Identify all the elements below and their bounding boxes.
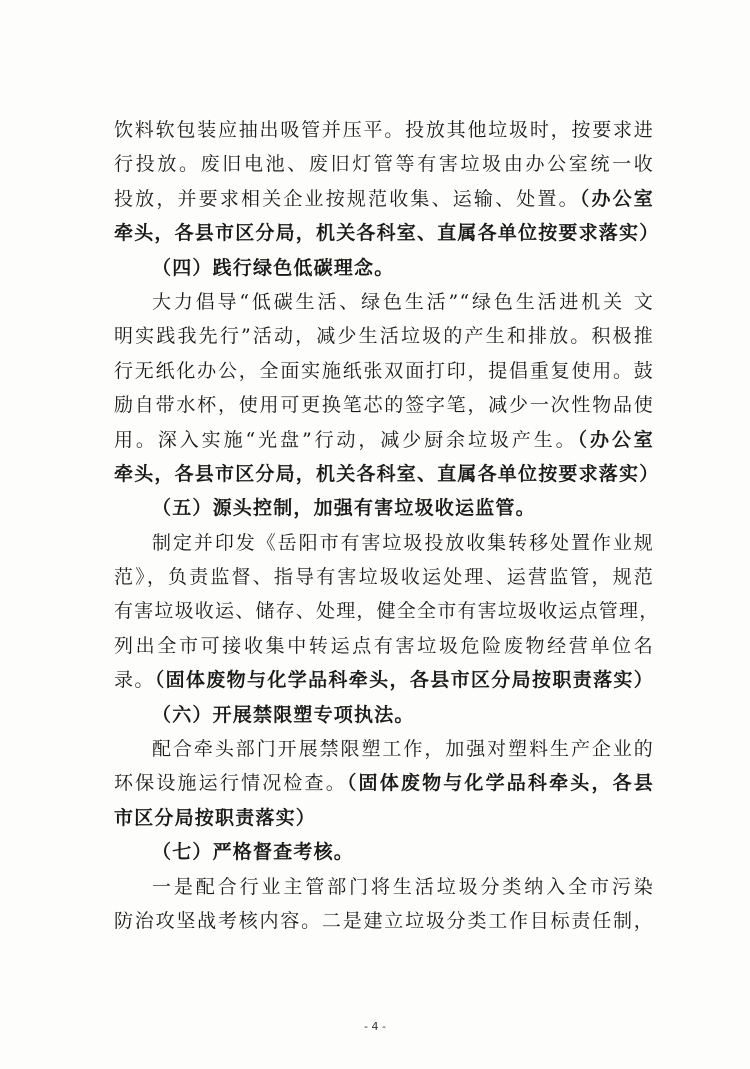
text-line: 范》，负责监督、指导有害垃圾收运处理、运营监管，规范 [114, 566, 654, 589]
text-line: （四）践行绿色低碳理念。 [152, 256, 395, 279]
responsibility-note: （办公室 [577, 428, 654, 451]
line-text: 环保设施运行情况检查。 [114, 772, 347, 795]
text-line [114, 182, 654, 216]
text-line: 配合牵头部门开展禁限塑工作，加强对塑料生产企业的 [152, 738, 654, 761]
document-body [114, 113, 660, 938]
text-line: 防治攻坚战考核内容。二是建立垃圾分类工作目标责任制， [114, 909, 654, 932]
text-line: 市区分局按职责落实） [114, 806, 317, 829]
text-line [114, 766, 654, 800]
text-line: 列出全市可接收集中转运点有害垃圾危险废物经营单位名 [114, 634, 654, 657]
responsibility-note: （固体废物与化学品科牵头，各县市区分局按职责落实） [154, 669, 654, 692]
text-line: （五）源头控制，加强有害垃圾收运监管。 [152, 497, 536, 520]
text-line [114, 663, 654, 697]
text-line: （七）严格督查考核。 [152, 841, 355, 864]
text-line: 行投放。废旧电池、废旧灯管等有害垃圾由办公室统一收 [114, 153, 654, 176]
line-text: 用。深入实施“光盘”行动，减少厨余垃圾产生。 [114, 428, 578, 451]
line-text: 录。 [114, 669, 155, 692]
text-line: 有害垃圾收运、储存、处理，健全全市有害垃圾收运点管理， [114, 600, 660, 623]
line-text: 投放，并要求相关企业按规范收集、运输、处置。 [114, 187, 580, 210]
text-line: 大力倡导“低碳生活、绿色生活”“绿色生活进机关 文 [152, 290, 654, 313]
text-line: 一是配合行业主管部门将生活垃圾分类纳入全市污染 [152, 875, 654, 898]
page-number: - 4 - [364, 1020, 386, 1033]
text-line: 行无纸化办公，全面实施纸张双面打印，提倡重复使用。鼓 [114, 359, 654, 382]
text-line: 饮料软包装应抽出吸管并压平。投放其他垃圾时，按要求进 [114, 119, 654, 141]
text-line: 明实践我先行”活动，减少生活垃圾的产生和排放。积极推 [114, 325, 654, 348]
text-line: 励自带水杯，使用可更换笔芯的签字笔，减少一次性物品使 [114, 394, 654, 417]
responsibility-note: （办公室 [579, 187, 654, 210]
text-line: 牵头，各县市区分局，机关各科室、直属各单位按要求落实） [114, 462, 660, 485]
text-line: 牵头，各县市区分局，机关各科室、直属各单位按要求落实） [114, 222, 660, 245]
text-line: （六）开展禁限塑专项执法。 [152, 703, 415, 726]
text-line [114, 423, 654, 457]
responsibility-note: （固体废物与化学品科牵头，各县 [346, 772, 654, 795]
text-line: 制定并印发《岳阳市有害垃圾投放收集转移处置作业规 [152, 531, 654, 554]
